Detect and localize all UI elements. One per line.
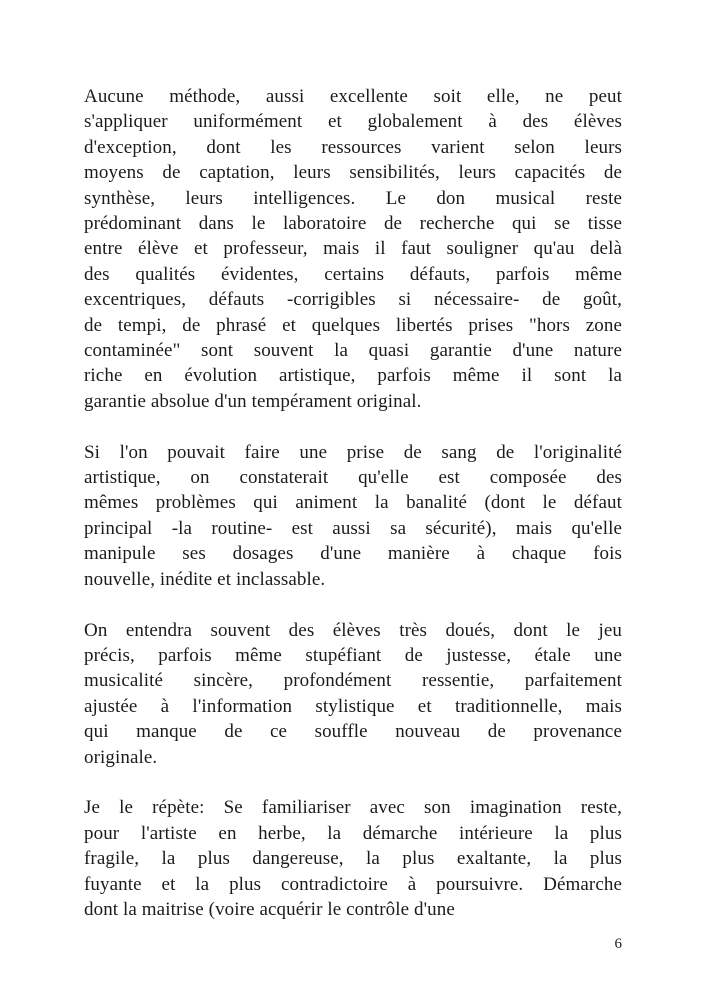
text-line: mêmes problèmes qui animent la banalité (dont le défaut (84, 492, 622, 514)
paragraph (84, 795, 622, 922)
text-line: fragile, la plus dangereuse, la plus exaltante, la plus (84, 848, 622, 870)
text-line: fuyante et la plus contradictoire à poursuivre. Démarche (84, 873, 622, 895)
text-line: Si l'on pouvait faire une prise de sang de l'originalité (84, 441, 622, 463)
text-line: Je le répète: Se familiariser avec son imagination reste, (84, 797, 622, 819)
text-line: entre élève et professeur, mais il faut souligner qu'au delà (84, 238, 622, 260)
text-line: principal -la routine- est aussi sa sécurité), mais qu'elle (84, 517, 622, 539)
text-line: garantie absolue d'un tempérament original. (84, 390, 422, 412)
text-line: excentriques, défauts -corrigibles si nécessaire- de goût, (84, 289, 622, 311)
text-line: prédominant dans le laboratoire de recherche qui se tisse (84, 213, 622, 235)
page-text-block (84, 84, 622, 948)
paragraph (84, 440, 622, 592)
text-line: Aucune méthode, aussi excellente soit elle, ne peut (84, 86, 622, 107)
text-line: contaminée" sont souvent la quasi garantie d'une nature (84, 340, 622, 362)
text-line: nouvelle, inédite et inclassable. (84, 568, 326, 590)
text-line: manipule ses dosages d'une manière à chaque fois (84, 543, 622, 565)
text-line: d'exception, dont les ressources varient selon leurs (84, 136, 622, 158)
text-line: riche en évolution artistique, parfois même il sont la (84, 365, 622, 387)
text-line: ajustée à l'information stylistique et traditionnelle, mais (84, 695, 622, 717)
text-line: des qualités évidentes, certains défauts, parfois même (84, 263, 622, 285)
text-line: moyens de captation, leurs sensibilités, leurs capacités de (84, 162, 622, 184)
text-line: de tempi, de phrasé et quelques libertés prises "hors zone (84, 314, 622, 336)
paragraph (84, 84, 622, 414)
paragraph (84, 618, 622, 770)
text-line: musicalité sincère, profondément ressentie, parfaitement (84, 670, 622, 692)
text-line: s'appliquer uniformément et globalement à des élèves (84, 111, 622, 133)
text-line: qui manque de ce souffle nouveau de provenance (84, 721, 622, 743)
text-line: On entendra souvent des élèves très doués, dont le jeu (84, 619, 622, 641)
text-line: précis, parfois même stupéfiant de justesse, étale une (84, 644, 622, 666)
text-line: synthèse, leurs intelligences. Le don musical reste (84, 187, 622, 209)
text-line: artistique, on constaterait qu'elle est composée des (84, 467, 622, 489)
text-line: originale. (84, 746, 158, 768)
text-line: dont la maitrise (voire acquérir le contrôle d'une (84, 898, 455, 920)
page-number: 6 (614, 936, 622, 952)
text-line: pour l'artiste en herbe, la démarche intérieure la plus (84, 822, 622, 844)
